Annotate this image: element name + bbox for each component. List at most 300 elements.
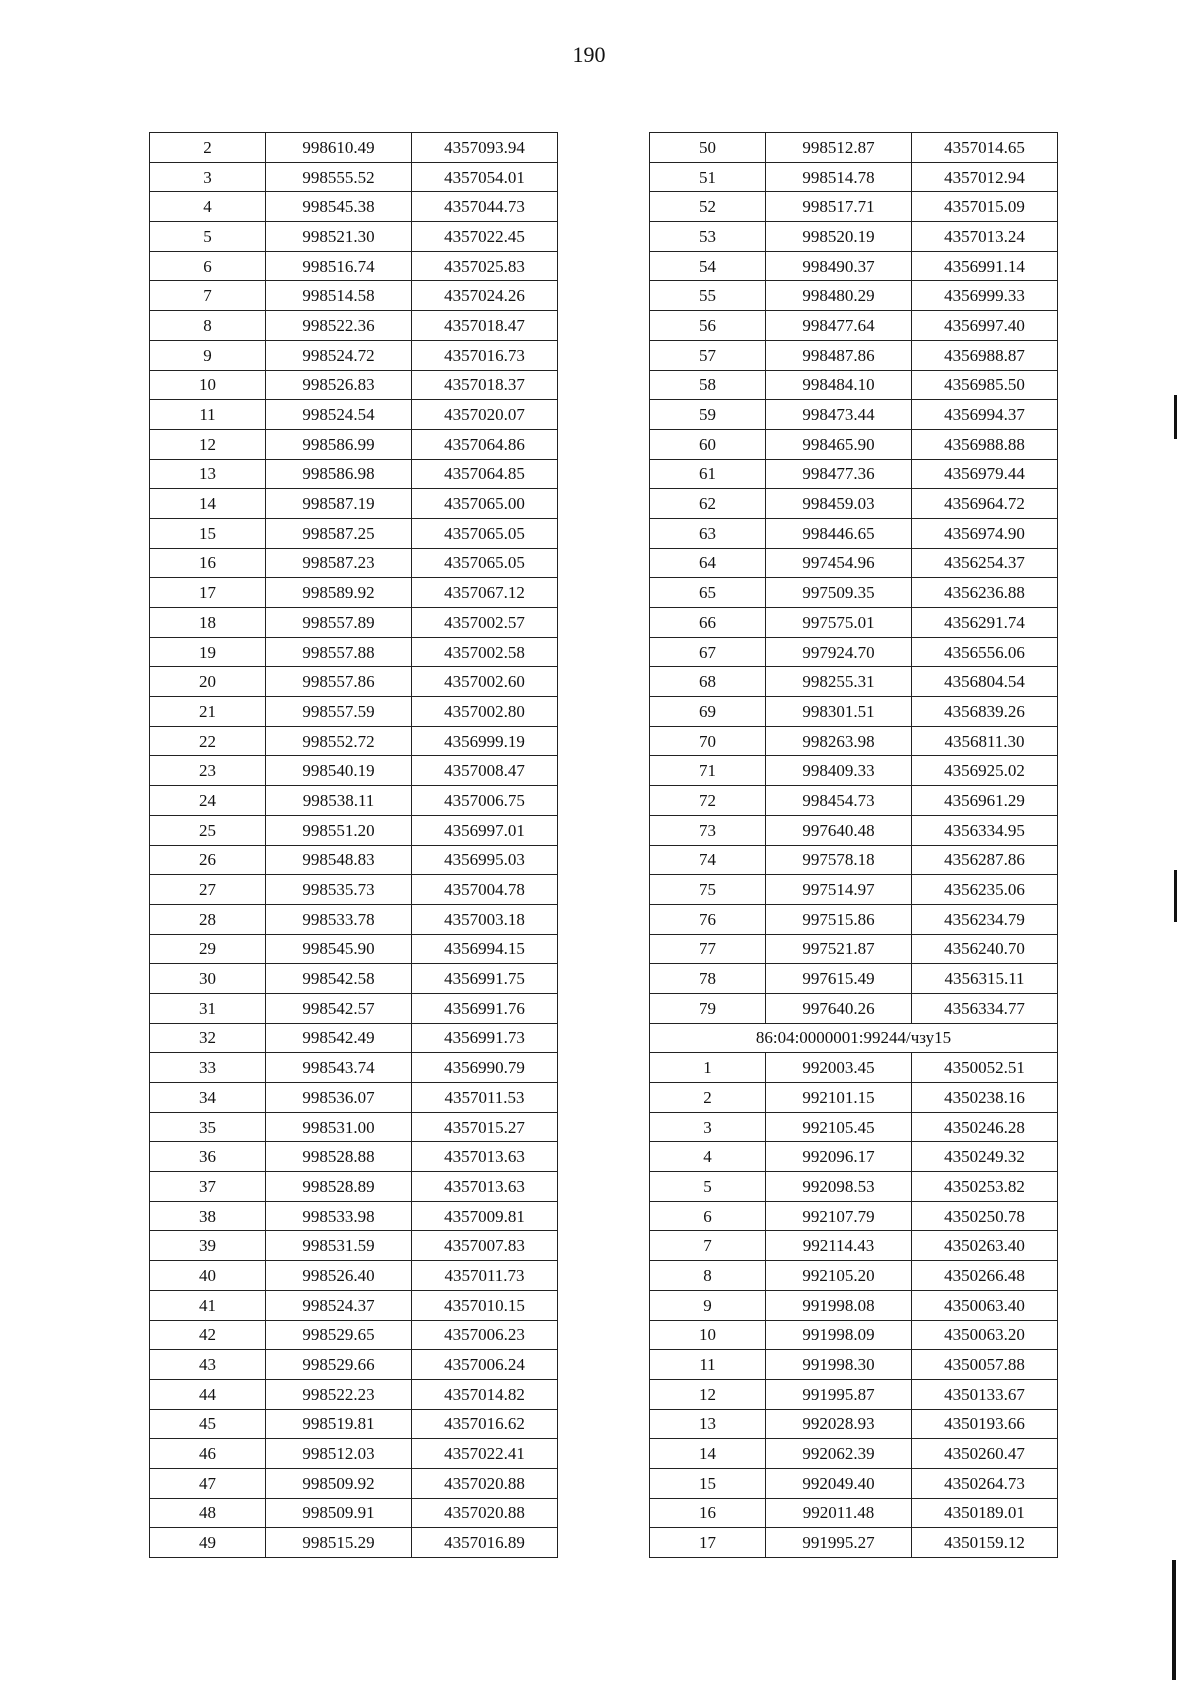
- y-coordinate-cell: 4357024.26: [412, 281, 558, 311]
- point-number-cell: 14: [650, 1439, 766, 1469]
- point-number-cell: 38: [150, 1201, 266, 1231]
- table-row: [650, 815, 1058, 845]
- point-number-cell: 12: [650, 1379, 766, 1409]
- scan-mark: [1174, 870, 1177, 922]
- y-coordinate-cell: 4357025.83: [412, 251, 558, 281]
- table-row: [150, 1112, 558, 1142]
- table-row: [150, 133, 558, 163]
- point-number-cell: 72: [650, 786, 766, 816]
- point-number-cell: 51: [650, 162, 766, 192]
- table-row: [150, 815, 558, 845]
- y-coordinate-cell: 4356985.50: [912, 370, 1058, 400]
- y-coordinate-cell: 4356291.74: [912, 608, 1058, 638]
- x-coordinate-cell: 998538.11: [266, 786, 412, 816]
- point-number-cell: 11: [150, 400, 266, 430]
- point-number-cell: 64: [650, 548, 766, 578]
- table-row: [150, 162, 558, 192]
- table-row: [650, 786, 1058, 816]
- y-coordinate-cell: 4357065.05: [412, 548, 558, 578]
- point-number-cell: 50: [650, 133, 766, 163]
- x-coordinate-cell: 998557.86: [266, 667, 412, 697]
- x-coordinate-cell: 998545.38: [266, 192, 412, 222]
- point-number-cell: 3: [150, 162, 266, 192]
- x-coordinate-cell: 998542.49: [266, 1023, 412, 1053]
- y-coordinate-cell: 4350253.82: [912, 1172, 1058, 1202]
- y-coordinate-cell: 4356994.37: [912, 400, 1058, 430]
- x-coordinate-cell: 998551.20: [266, 815, 412, 845]
- y-coordinate-cell: 4357016.89: [412, 1528, 558, 1558]
- y-coordinate-cell: 4357013.63: [412, 1142, 558, 1172]
- point-number-cell: 7: [150, 281, 266, 311]
- point-number-cell: 2: [650, 1083, 766, 1113]
- x-coordinate-cell: 997578.18: [766, 845, 912, 875]
- point-number-cell: 48: [150, 1498, 266, 1528]
- point-number-cell: 21: [150, 697, 266, 727]
- x-coordinate-cell: 998477.36: [766, 459, 912, 489]
- table-row: [150, 1350, 558, 1380]
- x-coordinate-cell: 998522.36: [266, 311, 412, 341]
- x-coordinate-cell: 998533.98: [266, 1201, 412, 1231]
- y-coordinate-cell: 4357014.82: [412, 1379, 558, 1409]
- point-number-cell: 1: [650, 1053, 766, 1083]
- y-coordinate-cell: 4357003.18: [412, 904, 558, 934]
- point-number-cell: 52: [650, 192, 766, 222]
- y-coordinate-cell: 4356991.76: [412, 993, 558, 1023]
- table-row: [150, 1261, 558, 1291]
- x-coordinate-cell: 998587.19: [266, 489, 412, 519]
- x-coordinate-cell: 998528.88: [266, 1142, 412, 1172]
- y-coordinate-cell: 4350052.51: [912, 1053, 1058, 1083]
- table-row: [650, 1409, 1058, 1439]
- y-coordinate-cell: 4350263.40: [912, 1231, 1058, 1261]
- point-number-cell: 37: [150, 1172, 266, 1202]
- point-number-cell: 53: [650, 222, 766, 252]
- table-row: [150, 222, 558, 252]
- table-row: [150, 1231, 558, 1261]
- y-coordinate-cell: 4350260.47: [912, 1439, 1058, 1469]
- point-number-cell: 8: [650, 1261, 766, 1291]
- y-coordinate-cell: 4357022.41: [412, 1439, 558, 1469]
- x-coordinate-cell: 991998.08: [766, 1290, 912, 1320]
- x-coordinate-cell: 997514.97: [766, 875, 912, 905]
- x-coordinate-cell: 998545.90: [266, 934, 412, 964]
- table-row: [650, 993, 1058, 1023]
- y-coordinate-cell: 4357015.27: [412, 1112, 558, 1142]
- table-row: [150, 667, 558, 697]
- point-number-cell: 34: [150, 1083, 266, 1113]
- y-coordinate-cell: 4350246.28: [912, 1112, 1058, 1142]
- table-row: [650, 162, 1058, 192]
- point-number-cell: 4: [650, 1142, 766, 1172]
- table-row: [150, 1379, 558, 1409]
- point-number-cell: 2: [150, 133, 266, 163]
- point-number-cell: 26: [150, 845, 266, 875]
- x-coordinate-cell: 997515.86: [766, 904, 912, 934]
- point-number-cell: 27: [150, 875, 266, 905]
- x-coordinate-cell: 998557.59: [266, 697, 412, 727]
- table-row: [650, 1231, 1058, 1261]
- table-row: [150, 964, 558, 994]
- table-row: [650, 756, 1058, 786]
- y-coordinate-cell: 4356988.88: [912, 429, 1058, 459]
- y-coordinate-cell: 4356997.01: [412, 815, 558, 845]
- y-coordinate-cell: 4357065.00: [412, 489, 558, 519]
- y-coordinate-cell: 4356995.03: [412, 845, 558, 875]
- point-number-cell: 60: [650, 429, 766, 459]
- x-coordinate-cell: 992062.39: [766, 1439, 912, 1469]
- y-coordinate-cell: 4357054.01: [412, 162, 558, 192]
- x-coordinate-cell: 992096.17: [766, 1142, 912, 1172]
- x-coordinate-cell: 992105.45: [766, 1112, 912, 1142]
- x-coordinate-cell: 998487.86: [766, 340, 912, 370]
- y-coordinate-cell: 4357065.05: [412, 518, 558, 548]
- point-number-cell: 74: [650, 845, 766, 875]
- point-number-cell: 75: [650, 875, 766, 905]
- point-number-cell: 28: [150, 904, 266, 934]
- x-coordinate-cell: 998540.19: [266, 756, 412, 786]
- parcel-section-header: 86:04:0000001:99244/чзу15: [650, 1023, 1058, 1053]
- y-coordinate-cell: 4357006.24: [412, 1350, 558, 1380]
- table-row: [150, 1498, 558, 1528]
- table-row: [650, 281, 1058, 311]
- point-number-cell: 5: [650, 1172, 766, 1202]
- point-number-cell: 32: [150, 1023, 266, 1053]
- point-number-cell: 3: [650, 1112, 766, 1142]
- table-row: [150, 548, 558, 578]
- point-number-cell: 67: [650, 637, 766, 667]
- y-coordinate-cell: 4356334.95: [912, 815, 1058, 845]
- point-number-cell: 5: [150, 222, 266, 252]
- table-row: [150, 340, 558, 370]
- point-number-cell: 54: [650, 251, 766, 281]
- table-row: [650, 340, 1058, 370]
- y-coordinate-cell: 4356811.30: [912, 726, 1058, 756]
- point-number-cell: 44: [150, 1379, 266, 1409]
- x-coordinate-cell: 998255.31: [766, 667, 912, 697]
- x-coordinate-cell: 997521.87: [766, 934, 912, 964]
- point-number-cell: 10: [650, 1320, 766, 1350]
- table-row: [650, 1112, 1058, 1142]
- point-number-cell: 47: [150, 1468, 266, 1498]
- y-coordinate-cell: 4350238.16: [912, 1083, 1058, 1113]
- point-number-cell: 20: [150, 667, 266, 697]
- x-coordinate-cell: 998524.54: [266, 400, 412, 430]
- table-row: [650, 875, 1058, 905]
- table-row: [150, 1172, 558, 1202]
- table-row: [150, 281, 558, 311]
- x-coordinate-cell: 998531.59: [266, 1231, 412, 1261]
- table-row: [650, 1379, 1058, 1409]
- point-number-cell: 73: [650, 815, 766, 845]
- table-row: [150, 904, 558, 934]
- table-row: [150, 1409, 558, 1439]
- x-coordinate-cell: 998477.64: [766, 311, 912, 341]
- x-coordinate-cell: 998524.37: [266, 1290, 412, 1320]
- point-number-cell: 29: [150, 934, 266, 964]
- table-row: [650, 578, 1058, 608]
- x-coordinate-cell: 998515.29: [266, 1528, 412, 1558]
- table-row: [150, 1053, 558, 1083]
- point-number-cell: 17: [150, 578, 266, 608]
- x-coordinate-cell: 992049.40: [766, 1468, 912, 1498]
- table-row: [650, 370, 1058, 400]
- table-row: [150, 1290, 558, 1320]
- point-number-cell: 40: [150, 1261, 266, 1291]
- x-coordinate-cell: 998522.23: [266, 1379, 412, 1409]
- coordinates-table-right: [649, 132, 1058, 1558]
- y-coordinate-cell: 4357020.88: [412, 1468, 558, 1498]
- y-coordinate-cell: 4356964.72: [912, 489, 1058, 519]
- point-number-cell: 42: [150, 1320, 266, 1350]
- point-number-cell: 43: [150, 1350, 266, 1380]
- y-coordinate-cell: 4356991.75: [412, 964, 558, 994]
- point-number-cell: 24: [150, 786, 266, 816]
- y-coordinate-cell: 4357002.58: [412, 637, 558, 667]
- x-coordinate-cell: 998524.72: [266, 340, 412, 370]
- table-row: [150, 1468, 558, 1498]
- point-number-cell: 9: [650, 1290, 766, 1320]
- y-coordinate-cell: 4356991.14: [912, 251, 1058, 281]
- table-row: [650, 697, 1058, 727]
- x-coordinate-cell: 998548.83: [266, 845, 412, 875]
- x-coordinate-cell: 998536.07: [266, 1083, 412, 1113]
- table-row: [650, 192, 1058, 222]
- y-coordinate-cell: 4357022.45: [412, 222, 558, 252]
- y-coordinate-cell: 4357064.86: [412, 429, 558, 459]
- table-row: [650, 1261, 1058, 1291]
- table-row: [150, 429, 558, 459]
- scan-mark: [1174, 395, 1177, 439]
- y-coordinate-cell: 4357020.07: [412, 400, 558, 430]
- y-coordinate-cell: 4350063.20: [912, 1320, 1058, 1350]
- y-coordinate-cell: 4356991.73: [412, 1023, 558, 1053]
- y-coordinate-cell: 4357064.85: [412, 459, 558, 489]
- table-row: [650, 133, 1058, 163]
- y-coordinate-cell: 4350193.66: [912, 1409, 1058, 1439]
- y-coordinate-cell: 4350057.88: [912, 1350, 1058, 1380]
- y-coordinate-cell: 4356999.33: [912, 281, 1058, 311]
- point-number-cell: 15: [650, 1468, 766, 1498]
- x-coordinate-cell: 998542.57: [266, 993, 412, 1023]
- table-row: [150, 637, 558, 667]
- y-coordinate-cell: 4357012.94: [912, 162, 1058, 192]
- x-coordinate-cell: 998509.91: [266, 1498, 412, 1528]
- y-coordinate-cell: 4357008.47: [412, 756, 558, 786]
- y-coordinate-cell: 4356979.44: [912, 459, 1058, 489]
- point-number-cell: 19: [150, 637, 266, 667]
- table-row: [650, 608, 1058, 638]
- y-coordinate-cell: 4356315.11: [912, 964, 1058, 994]
- y-coordinate-cell: 4350249.32: [912, 1142, 1058, 1172]
- table-row: [150, 192, 558, 222]
- point-number-cell: 49: [150, 1528, 266, 1558]
- y-coordinate-cell: 4357020.88: [412, 1498, 558, 1528]
- x-coordinate-cell: 997640.26: [766, 993, 912, 1023]
- y-coordinate-cell: 4350063.40: [912, 1290, 1058, 1320]
- table-row: [150, 251, 558, 281]
- table-row: [650, 489, 1058, 519]
- x-coordinate-cell: 991995.87: [766, 1379, 912, 1409]
- table-row: [650, 934, 1058, 964]
- point-number-cell: 12: [150, 429, 266, 459]
- x-coordinate-cell: 998520.19: [766, 222, 912, 252]
- table-row: [150, 489, 558, 519]
- x-coordinate-cell: 998552.72: [266, 726, 412, 756]
- x-coordinate-cell: 998587.25: [266, 518, 412, 548]
- x-coordinate-cell: 998529.65: [266, 1320, 412, 1350]
- y-coordinate-cell: 4356240.70: [912, 934, 1058, 964]
- table-row: [150, 993, 558, 1023]
- y-coordinate-cell: 4357093.94: [412, 133, 558, 163]
- x-coordinate-cell: 998557.88: [266, 637, 412, 667]
- x-coordinate-cell: 998512.87: [766, 133, 912, 163]
- x-coordinate-cell: 997575.01: [766, 608, 912, 638]
- y-coordinate-cell: 4350189.01: [912, 1498, 1058, 1528]
- x-coordinate-cell: 998512.03: [266, 1439, 412, 1469]
- point-number-cell: 8: [150, 311, 266, 341]
- point-number-cell: 69: [650, 697, 766, 727]
- point-number-cell: 46: [150, 1439, 266, 1469]
- point-number-cell: 22: [150, 726, 266, 756]
- table-row: [150, 1083, 558, 1113]
- point-number-cell: 6: [150, 251, 266, 281]
- table-row: [650, 1172, 1058, 1202]
- coordinates-table-left: [149, 132, 558, 1558]
- y-coordinate-cell: 4357015.09: [912, 192, 1058, 222]
- x-coordinate-cell: 998514.78: [766, 162, 912, 192]
- y-coordinate-cell: 4357006.23: [412, 1320, 558, 1350]
- table-row: [650, 667, 1058, 697]
- x-coordinate-cell: 998589.92: [266, 578, 412, 608]
- point-number-cell: 4: [150, 192, 266, 222]
- point-number-cell: 68: [650, 667, 766, 697]
- point-number-cell: 36: [150, 1142, 266, 1172]
- y-coordinate-cell: 4350266.48: [912, 1261, 1058, 1291]
- table-row: [650, 1053, 1058, 1083]
- table-row: [650, 222, 1058, 252]
- point-number-cell: 15: [150, 518, 266, 548]
- table-row: [650, 518, 1058, 548]
- point-number-cell: 13: [150, 459, 266, 489]
- y-coordinate-cell: 4356988.87: [912, 340, 1058, 370]
- table-row: [650, 400, 1058, 430]
- x-coordinate-cell: 998533.78: [266, 904, 412, 934]
- table-row: [650, 548, 1058, 578]
- table-row: [650, 1320, 1058, 1350]
- table-row: [150, 518, 558, 548]
- x-coordinate-cell: 997454.96: [766, 548, 912, 578]
- table-row: [150, 934, 558, 964]
- y-coordinate-cell: 4350133.67: [912, 1379, 1058, 1409]
- x-coordinate-cell: 998555.52: [266, 162, 412, 192]
- y-coordinate-cell: 4357004.78: [412, 875, 558, 905]
- table-row: [150, 1439, 558, 1469]
- y-coordinate-cell: 4356925.02: [912, 756, 1058, 786]
- y-coordinate-cell: 4357044.73: [412, 192, 558, 222]
- x-coordinate-cell: 998529.66: [266, 1350, 412, 1380]
- table-row: [150, 1320, 558, 1350]
- point-number-cell: 7: [650, 1231, 766, 1261]
- x-coordinate-cell: 998587.23: [266, 548, 412, 578]
- table-row: [650, 429, 1058, 459]
- y-coordinate-cell: 4356234.79: [912, 904, 1058, 934]
- x-coordinate-cell: 998459.03: [766, 489, 912, 519]
- x-coordinate-cell: 998516.74: [266, 251, 412, 281]
- y-coordinate-cell: 4357018.37: [412, 370, 558, 400]
- x-coordinate-cell: 992011.48: [766, 1498, 912, 1528]
- table-row: [650, 1142, 1058, 1172]
- point-number-cell: 18: [150, 608, 266, 638]
- x-coordinate-cell: 998535.73: [266, 875, 412, 905]
- x-coordinate-cell: 998542.58: [266, 964, 412, 994]
- table-row: [650, 845, 1058, 875]
- y-coordinate-cell: 4357011.73: [412, 1261, 558, 1291]
- table-row: [150, 875, 558, 905]
- y-coordinate-cell: 4356997.40: [912, 311, 1058, 341]
- point-number-cell: 17: [650, 1528, 766, 1558]
- x-coordinate-cell: 998480.29: [766, 281, 912, 311]
- y-coordinate-cell: 4357002.60: [412, 667, 558, 697]
- y-coordinate-cell: 4357010.15: [412, 1290, 558, 1320]
- x-coordinate-cell: 997615.49: [766, 964, 912, 994]
- y-coordinate-cell: 4357009.81: [412, 1201, 558, 1231]
- y-coordinate-cell: 4357007.83: [412, 1231, 558, 1261]
- y-coordinate-cell: 4357011.53: [412, 1083, 558, 1113]
- table-row: [150, 1023, 558, 1053]
- x-coordinate-cell: 992107.79: [766, 1201, 912, 1231]
- point-number-cell: 25: [150, 815, 266, 845]
- table-row: [650, 726, 1058, 756]
- x-coordinate-cell: 998454.73: [766, 786, 912, 816]
- x-coordinate-cell: 992028.93: [766, 1409, 912, 1439]
- table-row: [650, 964, 1058, 994]
- x-coordinate-cell: 998484.10: [766, 370, 912, 400]
- x-coordinate-cell: 998519.81: [266, 1409, 412, 1439]
- x-coordinate-cell: 997924.70: [766, 637, 912, 667]
- x-coordinate-cell: 991998.30: [766, 1350, 912, 1380]
- table-row: [650, 637, 1058, 667]
- point-number-cell: 76: [650, 904, 766, 934]
- table-row: [150, 311, 558, 341]
- table-row: [650, 904, 1058, 934]
- point-number-cell: 58: [650, 370, 766, 400]
- x-coordinate-cell: 991995.27: [766, 1528, 912, 1558]
- x-coordinate-cell: 998409.33: [766, 756, 912, 786]
- y-coordinate-cell: 4357006.75: [412, 786, 558, 816]
- x-coordinate-cell: 991998.09: [766, 1320, 912, 1350]
- table-row: [150, 1528, 558, 1558]
- x-coordinate-cell: 992105.20: [766, 1261, 912, 1291]
- y-coordinate-cell: 4356235.06: [912, 875, 1058, 905]
- point-number-cell: 71: [650, 756, 766, 786]
- table-row: [150, 459, 558, 489]
- point-number-cell: 30: [150, 964, 266, 994]
- table-row: [150, 756, 558, 786]
- table-row: [650, 459, 1058, 489]
- x-coordinate-cell: 998526.40: [266, 1261, 412, 1291]
- y-coordinate-cell: 4356994.15: [412, 934, 558, 964]
- y-coordinate-cell: 4357067.12: [412, 578, 558, 608]
- point-number-cell: 65: [650, 578, 766, 608]
- x-coordinate-cell: 997640.48: [766, 815, 912, 845]
- x-coordinate-cell: 998531.00: [266, 1112, 412, 1142]
- point-number-cell: 70: [650, 726, 766, 756]
- x-coordinate-cell: 998301.51: [766, 697, 912, 727]
- x-coordinate-cell: 998517.71: [766, 192, 912, 222]
- point-number-cell: 78: [650, 964, 766, 994]
- table-row: [150, 726, 558, 756]
- page-number: 190: [572, 42, 606, 67]
